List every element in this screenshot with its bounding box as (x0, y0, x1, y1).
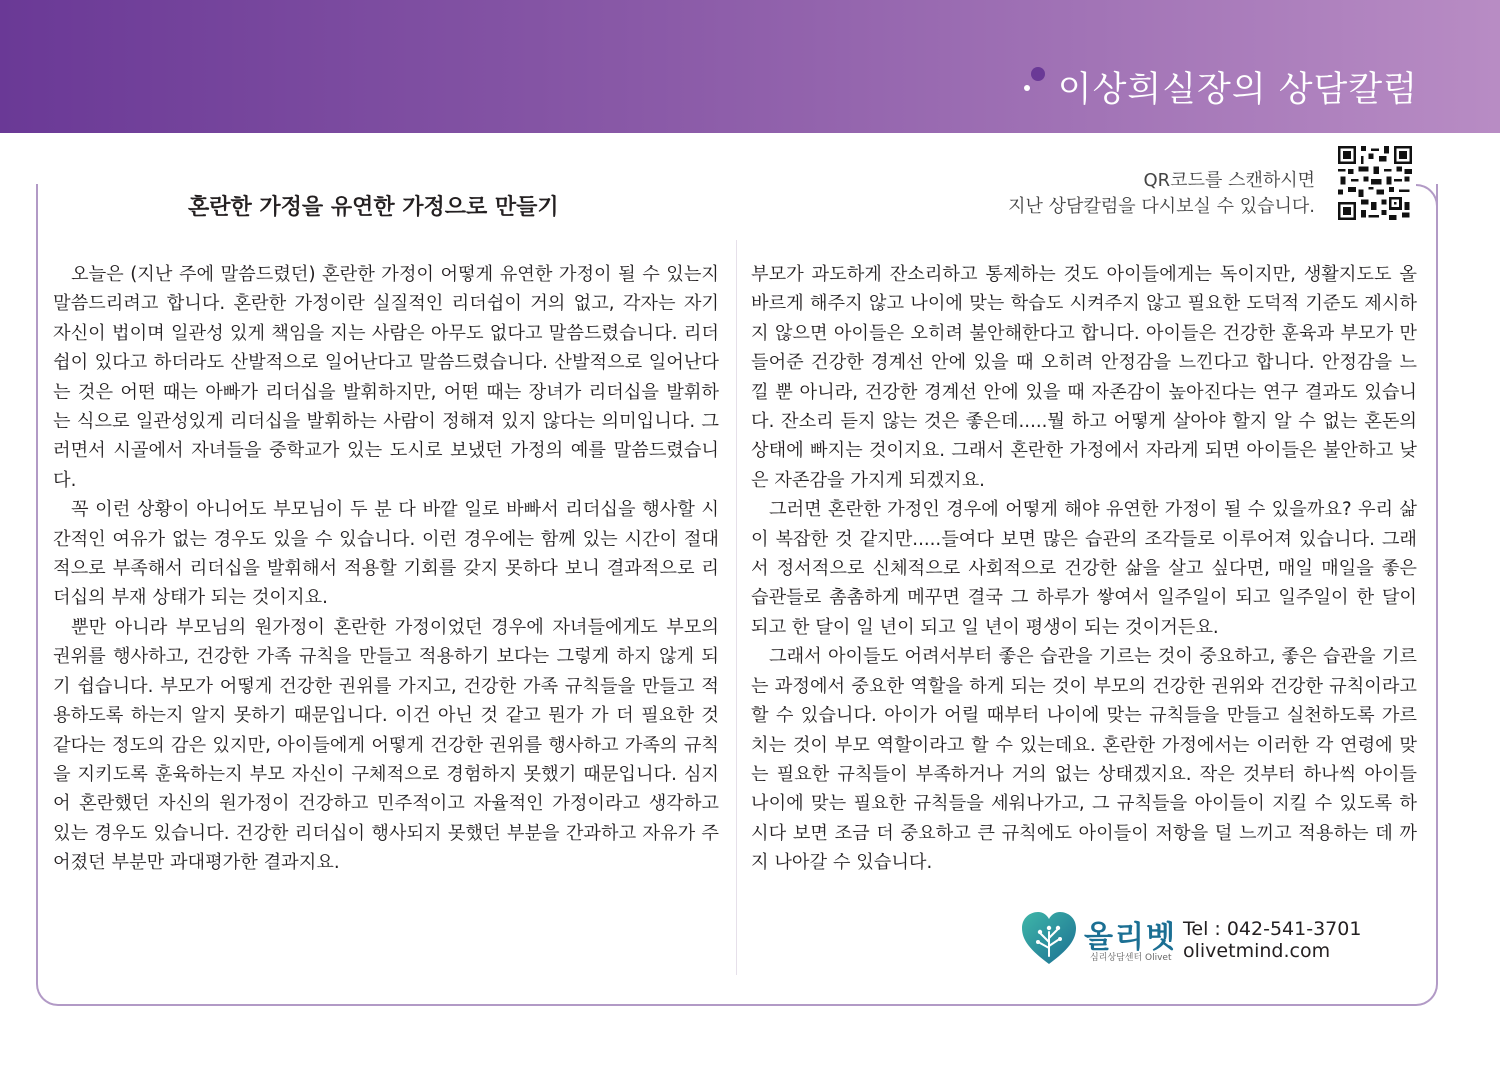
right-column (751, 260, 1417, 878)
qr-caption (1008, 168, 1315, 220)
column-title: 이상희실장의 상담칼럼 (1057, 70, 1418, 110)
phone-number: Tel : 042-541-3701 (1183, 918, 1362, 940)
right-paragraph: 그러면 혼란한 가정인 경우에 어떻게 해야 유연한 가정이 될 수 있을까요? 우리 삶이 복잡한 것 같지만.....들여다 보면 많은 습관의 조각들로 이루어져 있습니다. 그래서 정서적으로 신체적으로 사회적으로 건강한 삶을 살고 싶다면, 매일 매일을 좋은 습관들로 촘촘하게 메꾸면 결국 그 하루가 쌓여서 일주일이 되고 일주일이 한 달이 되고 한 달이 일 년이 되고 일 년이 평생이 되는 것이거든요. (751, 499, 1417, 638)
website-link[interactable]: olivetmind.com (1183, 940, 1331, 962)
qr-caption-line2: 지난 상담칼럼을 다시보실 수 있습니다. (1008, 196, 1315, 217)
left-paragraph: 꼭 이런 상황이 아니어도 부모님이 두 분 다 바깥 일로 바빠서 리더십을 행사할 시간적인 여유가 없는 경우도 있을 수 있습니다. 이런 경우에는 함께 있는 시간이 절대적으로 부족해서 리더십을 발휘해서 적용할 기회를 갖지 못하다 보니 결과적으로 리더십의 부재 상태가 되는 것이지요. (53, 499, 719, 609)
qr-code-icon[interactable] (1338, 146, 1412, 220)
logo-name: 올리벳 (1084, 920, 1177, 955)
left-paragraph: 오늘은 (지난 주에 말씀드렸던) 혼란한 가정이 어떻게 유연한 가정이 될 수 있는지 말씀드리려고 합니다. 혼란한 가정이란 실질적인 리더쉽이 거의 없고, 각자는 자기 자신이 법이며 일관성 있게 책임을 지는 사람은 아무도 없다고 말씀드렸습니다. 리더쉽이 있다고 하더라도 산발적으로 일어난다고 말씀드렸습니다. 산발적으로 일어난다는 것은 어떤 때는 아빠가 리더십을 발휘하지만, 어떤 때는 장녀가 리더십을 발휘하는 식으로 일관성있게 리더십을 발휘하는 사람이 정해져 있지 않다는 의미입니다. 그러면서 시골에서 자녀들을 중학교가 있는 도시로 보냈던 가정의 예를 말씀드렸습니다. (53, 264, 719, 491)
bullet-dot (1024, 85, 1030, 91)
right-paragraph: 부모가 과도하게 잔소리하고 통제하는 것도 아이들에게는 독이지만, 생활지도도 올바르게 해주지 않고 나이에 맞는 학습도 시켜주지 않고 필요한 도덕적 기준도 제시하지 않으면 아이들은 오히려 불안해한다고 합니다. 아이들은 건강한 훈육과 부모가 만들어준 건강한 경계선 안에 있을 때 오히려 안정감을 느낀다고 합니다. 안정감을 느낄 뿐 아니라, 건강한 경계선 안에 있을 때 자존감이 높아진다는 연구 결과도 있습니다. 잔소리 듣지 않는 것은 좋은데.....뭘 하고 어떻게 살아야 할지 알 수 없는 혼돈의 상태에 빠지는 것이지요. 그래서 혼란한 가정에서 자라게 되면 아이들은 불안하고 낮은 자존감을 가지게 되겠지요. (751, 264, 1417, 491)
qr-caption-line1: QR코드를 스캔하시면 (1143, 170, 1315, 191)
heart-tree-icon (1020, 910, 1078, 966)
left-paragraph: 뿐만 아니라 부모님의 원가정이 혼란한 가정이었던 경우에 자녀들에게도 부모의 권위를 행사하고, 건강한 가족 규칙을 만들고 적용하기 보다는 그렇게 하지 않게 되기 쉽습니다. 부모가 어떻게 건강한 권위를 가지고, 건강한 가족 규칙들을 만들고 적용하도록 하는지 알지 못하기 때문입니다. 이건 아닌 것 같고 뭔가 가 더 필요한 것 같다는 정도의 감은 있지만, 아이들에게 어떻게 건강한 권위를 행사하고 가족의 규칙을 지키도록 훈육하는지 부모 자신이 구체적으로 경험하지 못했기 때문입니다. 심지어 혼란했던 자신의 원가정이 건강하고 민주적이고 자율적인 가정이라고 생각하고 있는 경우도 있습니다. 건강한 리더십이 행사되지 못했던 부분을 간과하고 자유가 주어졌던 부분만 과대평가한 결과지요. (53, 616, 719, 874)
logo-subtitle: 심리상담센터 Olivet (1090, 953, 1172, 963)
header-banner (0, 0, 1500, 133)
decorative-dot-icon (1031, 67, 1045, 81)
column-divider (736, 240, 737, 975)
article-title: 혼란한 가정을 유연한 가정으로 만들기 (188, 195, 559, 220)
left-column (53, 260, 719, 878)
right-paragraph: 그래서 아이들도 어려서부터 좋은 습관을 기르는 것이 중요하고, 좋은 습관을 기르는 과정에서 중요한 역할을 하게 되는 것이 부모의 건강한 권위와 건강한 규칙이라고 할 수 있습니다. 아이가 어릴 때부터 나이에 맞는 규칙들을 만들고 실천하도록 가르치는 것이 부모 역할이라고 할 수 있는데요. 혼란한 가정에서는 이러한 각 연령에 맞는 필요한 규칙들이 부족하거나 거의 없는 상태겠지요. 작은 것부터 하나씩 아이들 나이에 맞는 필요한 규칙들을 세워나가고, 그 규칙들을 아이들이 지킬 수 있도록 하시다 보면 조금 더 중요하고 큰 규칙에도 아이들이 저항을 덜 느끼고 적용하는 데 까지 나아갈 수 있습니다. (751, 646, 1417, 874)
contact-info (1183, 918, 1361, 962)
